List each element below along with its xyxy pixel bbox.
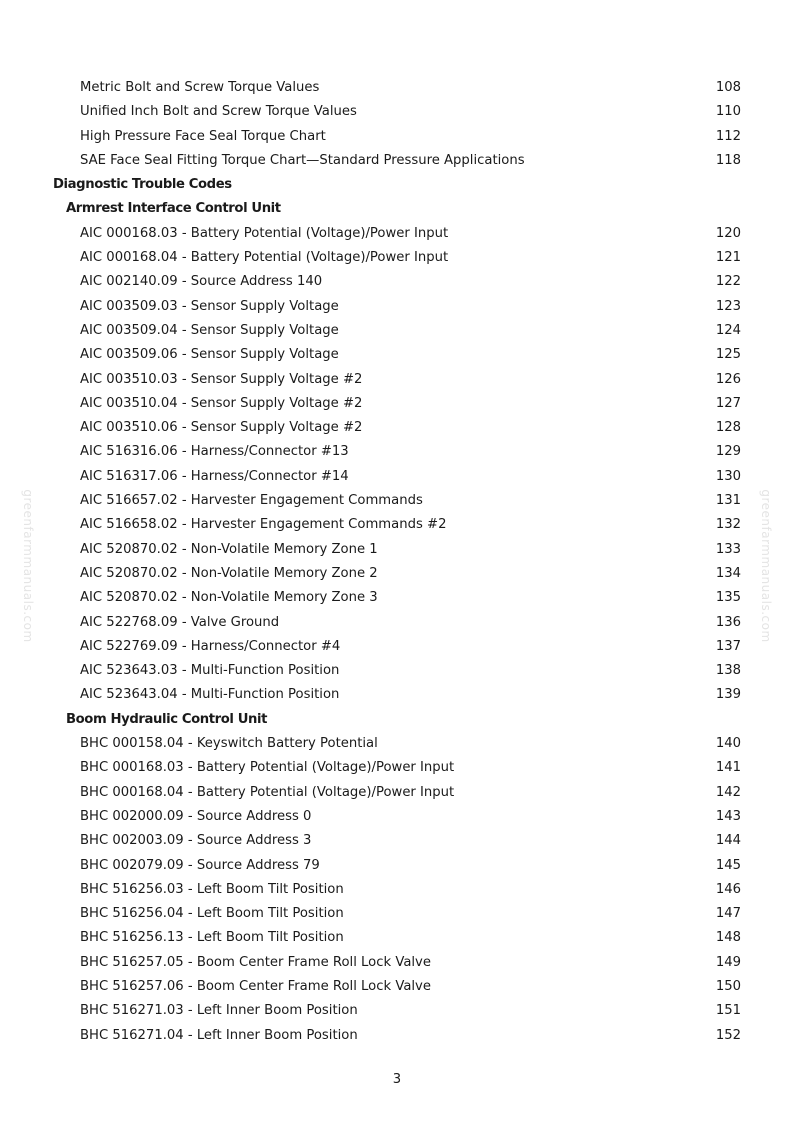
toc-entry[interactable] xyxy=(0,125,794,149)
toc-entry-page-number[interactable]: 139 xyxy=(715,687,741,703)
toc-entry-title[interactable]: Unified Inch Bolt and Screw Torque Values xyxy=(80,104,357,120)
toc-entry-page-number[interactable]: 125 xyxy=(715,347,741,363)
toc-entry[interactable] xyxy=(0,149,794,173)
toc-entry-page-number[interactable]: 132 xyxy=(715,517,741,533)
toc-entry-title[interactable]: AIC 003509.04 - Sensor Supply Voltage xyxy=(80,322,339,338)
toc-entry-page-number[interactable]: 124 xyxy=(715,322,741,338)
toc-entry-title[interactable]: Armrest Interface Control Unit xyxy=(66,201,281,217)
toc-entry-page-number[interactable]: 118 xyxy=(715,152,741,168)
toc-entry[interactable] xyxy=(0,319,794,343)
toc-entry-page-number[interactable]: 138 xyxy=(715,663,741,679)
toc-entry-title[interactable]: SAE Face Seal Fitting Torque Chart—Standard Pressure Applications xyxy=(80,152,525,168)
toc-entry-title[interactable]: BHC 516256.03 - Left Boom Tilt Position xyxy=(80,881,344,897)
toc-entry[interactable] xyxy=(0,732,794,756)
toc-entry-title[interactable]: BHC 516271.03 - Left Inner Boom Position xyxy=(80,1003,358,1019)
toc-subsection-heading[interactable] xyxy=(0,708,794,732)
toc-entry-page-number[interactable]: 110 xyxy=(715,104,741,120)
toc-entry-page-number[interactable]: 140 xyxy=(715,736,741,752)
toc-entry-page-number[interactable]: 148 xyxy=(715,930,741,946)
toc-entry[interactable] xyxy=(0,465,794,489)
toc-entry-page-number[interactable]: 129 xyxy=(715,444,741,460)
toc-entry[interactable] xyxy=(0,440,794,464)
toc-entry[interactable] xyxy=(0,100,794,124)
toc-entry[interactable] xyxy=(0,635,794,659)
toc-entry-page-number[interactable]: 120 xyxy=(715,225,741,241)
toc-entry[interactable] xyxy=(0,222,794,246)
toc-entry[interactable] xyxy=(0,805,794,829)
toc-entry-page-number[interactable]: 136 xyxy=(715,614,741,630)
toc-entry-title[interactable]: BHC 516271.04 - Left Inner Boom Position xyxy=(80,1027,358,1043)
toc-entry[interactable] xyxy=(0,295,794,319)
toc-entry-title[interactable]: BHC 000168.03 - Battery Potential (Voltage)/Power Input xyxy=(80,760,455,776)
toc-entry-page-number[interactable]: 137 xyxy=(715,638,741,654)
toc-entry-title[interactable]: BHC 516257.05 - Boom Center Frame Roll Lock Valve xyxy=(80,954,431,970)
toc-entry-title[interactable]: High Pressure Face Seal Torque Chart xyxy=(80,128,326,144)
toc-entry[interactable] xyxy=(0,975,794,999)
toc-entry-page-number[interactable]: 123 xyxy=(715,298,741,314)
toc-entry-title[interactable]: BHC 516257.06 - Boom Center Frame Roll Lock Valve xyxy=(80,978,431,994)
toc-entry-title[interactable]: AIC 522769.09 - Harness/Connector #4 xyxy=(80,638,341,654)
toc-entry-title[interactable]: AIC 003509.03 - Sensor Supply Voltage xyxy=(80,298,339,314)
toc-entry[interactable] xyxy=(0,392,794,416)
toc-entry-title[interactable]: AIC 522768.09 - Valve Ground xyxy=(80,614,280,630)
toc-entry-page-number[interactable]: 141 xyxy=(715,760,741,776)
toc-entry-title[interactable]: BHC 002003.09 - Source Address 3 xyxy=(80,833,312,849)
toc-entry-page-number[interactable]: 130 xyxy=(715,468,741,484)
toc-entry-title[interactable]: BHC 002079.09 - Source Address 79 xyxy=(80,857,320,873)
toc-entry-title[interactable]: Diagnostic Trouble Codes xyxy=(53,177,232,193)
toc-entry-page-number[interactable]: 131 xyxy=(715,493,741,509)
toc-entry-page-number[interactable]: 144 xyxy=(715,833,741,849)
toc-entry-title[interactable]: AIC 003510.03 - Sensor Supply Voltage #2 xyxy=(80,371,363,387)
toc-entry[interactable] xyxy=(0,902,794,926)
toc-entry-title[interactable]: BHC 000168.04 - Battery Potential (Voltage)/Power Input xyxy=(80,784,455,800)
toc-entry[interactable] xyxy=(0,683,794,707)
toc-entry-title[interactable]: AIC 516316.06 - Harness/Connector #13 xyxy=(80,444,349,460)
toc-entry-title[interactable]: Metric Bolt and Screw Torque Values xyxy=(80,80,320,95)
toc-entry[interactable] xyxy=(0,756,794,780)
toc-entry-page-number[interactable]: 146 xyxy=(715,881,741,897)
toc-subsection-heading[interactable] xyxy=(0,197,794,221)
toc-entry-title[interactable]: AIC 520870.02 - Non-Volatile Memory Zone 1 xyxy=(80,541,378,557)
toc-entry[interactable] xyxy=(0,343,794,367)
toc-entry[interactable] xyxy=(0,538,794,562)
watermark-left: greenfarmmanuals.com xyxy=(21,489,35,643)
toc-entry-title[interactable]: Boom Hydraulic Control Unit xyxy=(66,711,268,727)
toc-entry-page-number[interactable]: 134 xyxy=(715,565,741,581)
toc-entry-title[interactable]: AIC 000168.03 - Battery Potential (Voltage)/Power Input xyxy=(80,225,449,241)
toc-entry-page-number[interactable]: 145 xyxy=(715,857,741,873)
toc-entry-title[interactable]: AIC 003510.04 - Sensor Supply Voltage #2 xyxy=(80,395,363,411)
toc-entry-title[interactable]: AIC 523643.04 - Multi-Function Position xyxy=(80,687,340,703)
page-number: 3 xyxy=(392,1072,402,1087)
toc-entry[interactable] xyxy=(0,416,794,440)
toc-entry-page-number[interactable]: 108 xyxy=(715,80,741,95)
toc-entry-title[interactable]: BHC 516256.13 - Left Boom Tilt Position xyxy=(80,930,344,946)
toc-entry-title[interactable]: BHC 002000.09 - Source Address 0 xyxy=(80,808,312,824)
toc-entry[interactable] xyxy=(0,368,794,392)
toc-entry-page-number[interactable]: 112 xyxy=(715,128,741,144)
toc-entry[interactable] xyxy=(0,270,794,294)
toc-entry[interactable] xyxy=(0,76,794,100)
toc-entry[interactable] xyxy=(0,951,794,975)
toc-entry-title[interactable]: AIC 000168.04 - Battery Potential (Voltage)/Power Input xyxy=(80,250,449,266)
toc-entry-page-number[interactable]: 133 xyxy=(715,541,741,557)
toc-entry-title[interactable]: AIC 520870.02 - Non-Volatile Memory Zone 3 xyxy=(80,590,378,606)
toc-entry[interactable] xyxy=(0,854,794,878)
toc-entry[interactable] xyxy=(0,489,794,513)
toc-entry-title[interactable]: AIC 516317.06 - Harness/Connector #14 xyxy=(80,468,349,484)
toc-entry-page-number[interactable]: 122 xyxy=(715,274,741,290)
table-of-contents xyxy=(0,76,794,1048)
toc-entry-page-number[interactable]: 149 xyxy=(715,954,741,970)
toc-entry-page-number[interactable]: 152 xyxy=(715,1027,741,1043)
toc-entry-page-number[interactable]: 135 xyxy=(715,590,741,606)
toc-entry[interactable] xyxy=(0,926,794,950)
toc-entry-title[interactable]: AIC 523643.03 - Multi-Function Position xyxy=(80,663,340,679)
toc-entry-title[interactable]: AIC 520870.02 - Non-Volatile Memory Zone 2 xyxy=(80,565,378,581)
toc-entry-page-number[interactable]: 128 xyxy=(715,420,741,436)
toc-entry-page-number[interactable]: 151 xyxy=(715,1003,741,1019)
toc-entry-title[interactable]: AIC 516658.02 - Harvester Engagement Commands #2 xyxy=(80,517,447,533)
toc-entry[interactable] xyxy=(0,829,794,853)
toc-entry-title[interactable]: BHC 516256.04 - Left Boom Tilt Position xyxy=(80,906,344,922)
toc-entry[interactable] xyxy=(0,586,794,610)
toc-entry[interactable] xyxy=(0,562,794,586)
toc-entry-page-number[interactable]: 126 xyxy=(715,371,741,387)
toc-entry-page-number[interactable]: 143 xyxy=(715,808,741,824)
toc-entry-page-number[interactable]: 147 xyxy=(715,906,741,922)
toc-entry[interactable] xyxy=(0,659,794,683)
toc-entry[interactable] xyxy=(0,999,794,1023)
toc-entry-page-number[interactable]: 150 xyxy=(715,978,741,994)
toc-entry[interactable] xyxy=(0,878,794,902)
toc-entry-title[interactable]: AIC 003510.06 - Sensor Supply Voltage #2 xyxy=(80,420,363,436)
toc-entry-title[interactable]: AIC 516657.02 - Harvester Engagement Commands xyxy=(80,493,423,509)
toc-entry[interactable] xyxy=(0,246,794,270)
toc-entry-title[interactable]: AIC 002140.09 - Source Address 140 xyxy=(80,274,323,290)
toc-entry[interactable] xyxy=(0,513,794,537)
watermark-right: greenfarmmanuals.com xyxy=(759,489,773,643)
toc-section-heading[interactable] xyxy=(0,173,794,197)
toc-entry[interactable] xyxy=(0,781,794,805)
toc-entry-title[interactable]: AIC 003509.06 - Sensor Supply Voltage xyxy=(80,347,339,363)
toc-entry[interactable] xyxy=(0,611,794,635)
toc-entry-page-number[interactable]: 121 xyxy=(715,250,741,266)
toc-entry[interactable] xyxy=(0,1024,794,1048)
toc-entry-title[interactable]: BHC 000158.04 - Keyswitch Battery Potential xyxy=(80,736,378,752)
toc-entry-page-number[interactable]: 127 xyxy=(715,395,741,411)
toc-entry-page-number[interactable]: 142 xyxy=(715,784,741,800)
